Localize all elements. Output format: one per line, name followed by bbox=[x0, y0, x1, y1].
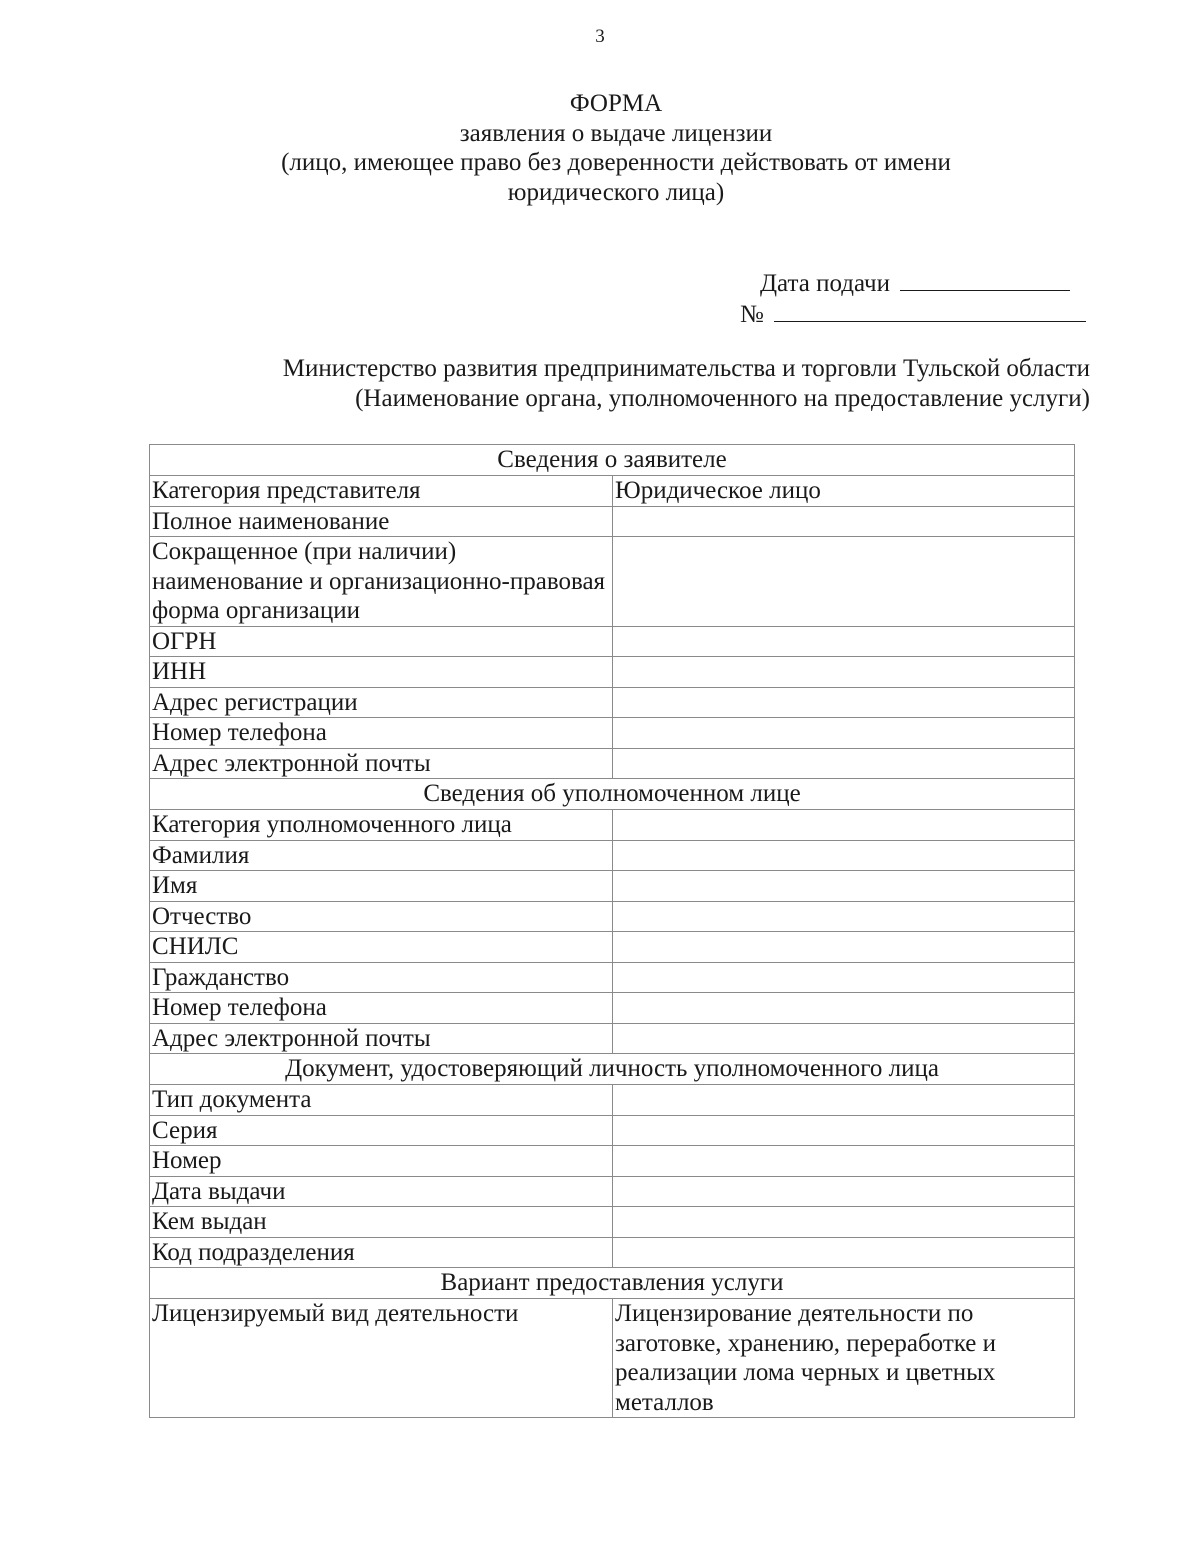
section-header-row bbox=[150, 1268, 1075, 1299]
page-number: 3 bbox=[595, 26, 605, 47]
field-value-empty[interactable] bbox=[613, 657, 1075, 688]
field-label: Лицензируемый вид деятельности bbox=[150, 1299, 613, 1418]
application-form-table bbox=[149, 444, 1075, 1418]
field-value-empty[interactable] bbox=[613, 993, 1075, 1024]
table-row bbox=[150, 871, 1075, 902]
table-row bbox=[150, 718, 1075, 749]
field-value-empty[interactable] bbox=[613, 748, 1075, 779]
field-value-empty[interactable] bbox=[613, 1023, 1075, 1054]
table-row bbox=[150, 476, 1075, 507]
table-row bbox=[150, 901, 1075, 932]
form-title: ФОРМА bbox=[569, 90, 663, 117]
table-row bbox=[150, 962, 1075, 993]
field-label: СНИЛС bbox=[150, 932, 613, 963]
field-value: Лицензирование деятельности по заготовке, хранению, переработке и реализации лома черных и цветных металлов bbox=[613, 1299, 1075, 1418]
field-label: Номер телефона bbox=[150, 993, 613, 1024]
field-value-empty[interactable] bbox=[613, 1115, 1075, 1146]
field-value-empty[interactable] bbox=[613, 1237, 1075, 1268]
table-row bbox=[150, 1237, 1075, 1268]
filing-date-label: Дата подачи bbox=[760, 270, 891, 297]
form-subtitle-line-3: юридического лица) bbox=[507, 179, 725, 206]
section-representative-title: Сведения об уполномоченном лице bbox=[150, 779, 1075, 810]
table-row bbox=[150, 840, 1075, 871]
table-row bbox=[150, 1085, 1075, 1116]
field-label: Код подразделения bbox=[150, 1237, 613, 1268]
field-label: Гражданство bbox=[150, 962, 613, 993]
field-value-empty[interactable] bbox=[613, 537, 1075, 627]
field-value-empty[interactable] bbox=[613, 626, 1075, 657]
table-row bbox=[150, 932, 1075, 963]
field-value-empty[interactable] bbox=[613, 1085, 1075, 1116]
table-row bbox=[150, 748, 1075, 779]
field-label: Адрес электронной почты bbox=[150, 1023, 613, 1054]
field-label: Категория представителя bbox=[150, 476, 613, 507]
table-row bbox=[150, 626, 1075, 657]
filing-date-blank[interactable] bbox=[900, 266, 1070, 291]
field-label: ИНН bbox=[150, 657, 613, 688]
field-value: Юридическое лицо bbox=[613, 476, 1075, 507]
authority-name: Министерство развития предпринимательства и торговли Тульской области bbox=[282, 355, 1090, 382]
form-subtitle-line-2: (лицо, имеющее право без доверенности действовать от имени bbox=[281, 149, 951, 176]
filing-number-blank[interactable] bbox=[774, 297, 1086, 322]
table-row bbox=[150, 537, 1075, 627]
table-row bbox=[150, 1207, 1075, 1238]
filing-number-label: № bbox=[740, 301, 764, 328]
field-label: Номер bbox=[150, 1146, 613, 1177]
authority-caption: (Наименование органа, уполномоченного на предоставление услуги) bbox=[355, 385, 1090, 412]
field-label: Полное наименование bbox=[150, 506, 613, 537]
field-value-empty[interactable] bbox=[613, 1176, 1075, 1207]
field-value-empty[interactable] bbox=[613, 1207, 1075, 1238]
field-value-empty[interactable] bbox=[613, 1146, 1075, 1177]
section-identity-document-title: Документ, удостоверяющий личность уполномоченного лица bbox=[150, 1054, 1075, 1085]
section-applicant-title: Сведения о заявителе bbox=[150, 445, 1075, 476]
field-value-empty[interactable] bbox=[613, 871, 1075, 902]
section-header-row bbox=[150, 779, 1075, 810]
field-value-empty[interactable] bbox=[613, 962, 1075, 993]
section-header-row bbox=[150, 1054, 1075, 1085]
field-value-empty[interactable] bbox=[613, 810, 1075, 841]
table-row bbox=[150, 1299, 1075, 1418]
field-label: Адрес регистрации bbox=[150, 687, 613, 718]
field-label: Тип документа bbox=[150, 1085, 613, 1116]
section-header-row bbox=[150, 445, 1075, 476]
table-row bbox=[150, 687, 1075, 718]
filing-date-row bbox=[760, 266, 1070, 299]
field-label: Серия bbox=[150, 1115, 613, 1146]
field-value-empty[interactable] bbox=[613, 840, 1075, 871]
filing-number-row bbox=[740, 297, 1086, 330]
field-label: Сокращенное (при наличии) наименование и организационно-правовая форма организации bbox=[150, 537, 613, 627]
field-label: Адрес электронной почты bbox=[150, 748, 613, 779]
field-label: Имя bbox=[150, 871, 613, 902]
field-label: Отчество bbox=[150, 901, 613, 932]
field-value-empty[interactable] bbox=[613, 506, 1075, 537]
table-row bbox=[150, 657, 1075, 688]
field-value-empty[interactable] bbox=[613, 687, 1075, 718]
table-row bbox=[150, 993, 1075, 1024]
table-row bbox=[150, 1023, 1075, 1054]
field-value-empty[interactable] bbox=[613, 932, 1075, 963]
field-label: Фамилия bbox=[150, 840, 613, 871]
field-value-empty[interactable] bbox=[613, 718, 1075, 749]
field-value-empty[interactable] bbox=[613, 901, 1075, 932]
field-label: ОГРН bbox=[150, 626, 613, 657]
table-row bbox=[150, 810, 1075, 841]
field-label: Кем выдан bbox=[150, 1207, 613, 1238]
field-label: Категория уполномоченного лица bbox=[150, 810, 613, 841]
section-service-variant-title: Вариант предоставления услуги bbox=[150, 1268, 1075, 1299]
field-label: Дата выдачи bbox=[150, 1176, 613, 1207]
table-row bbox=[150, 1146, 1075, 1177]
field-label: Номер телефона bbox=[150, 718, 613, 749]
table-row bbox=[150, 1115, 1075, 1146]
table-row bbox=[150, 506, 1075, 537]
form-subtitle-line-1: заявления о выдаче лицензии bbox=[459, 120, 773, 147]
table-row bbox=[150, 1176, 1075, 1207]
